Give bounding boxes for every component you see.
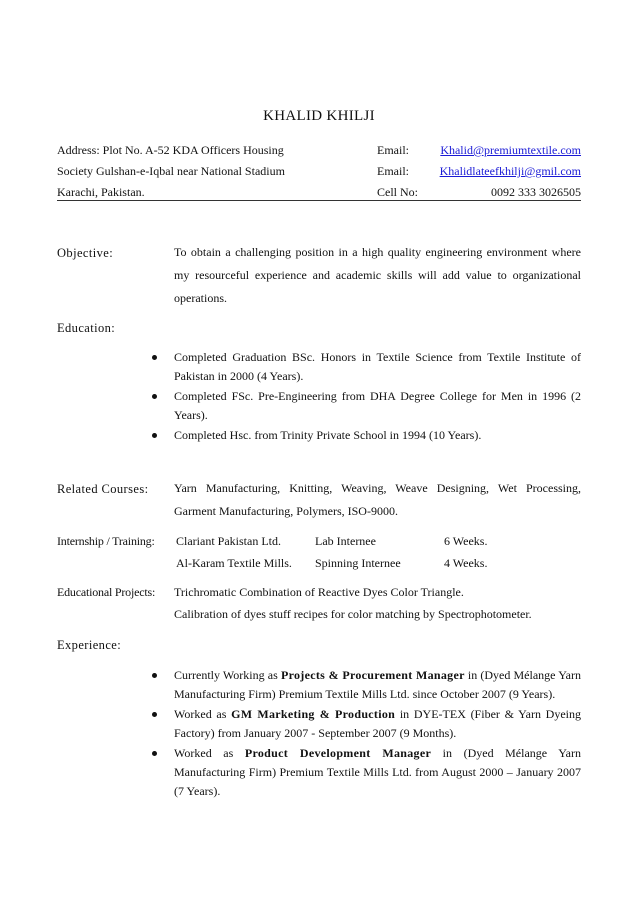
projects-heading: Educational Projects: xyxy=(57,585,156,599)
cell-number: 0092 333 3026505 xyxy=(491,185,581,199)
email-label: Email: xyxy=(377,143,409,157)
bullet-icon xyxy=(152,433,157,438)
internship-duration: 6 Weeks. xyxy=(444,534,488,548)
cell-label: Cell No: xyxy=(377,185,418,199)
bullet-icon xyxy=(152,673,157,678)
header-divider xyxy=(57,200,581,201)
experience-list xyxy=(174,666,581,802)
email-label: Email: xyxy=(377,164,409,178)
experience-post: in (Dyed Mélange Yarn Manufacturing Firm) Premium Textile Mills Ltd. since October 2007 (9 Years). xyxy=(174,668,581,701)
education-item: Completed Graduation BSc. Honors in Textile Science from Textile Institute of Pakistan in 2000 (4 Years). xyxy=(174,350,581,383)
project-item: Calibration of dyes stuff recipes for color matching by Spectrophotometer. xyxy=(174,607,532,621)
experience-role: Projects & Procurement Manager xyxy=(280,668,465,682)
education-item: Completed FSc. Pre-Engineering from DHA Degree College for Men in 1996 (2 Years). xyxy=(174,389,581,422)
internship-duration: 4 Weeks. xyxy=(444,556,488,570)
related-courses-heading: Related Courses: xyxy=(57,482,149,496)
education-list xyxy=(174,348,581,446)
related-courses-text: Yarn Manufacturing, Knitting, Weaving, Weave Designing, Wet Processing, Garment Manufacturing, Polymers, ISO-9000. xyxy=(174,481,581,518)
bullet-icon xyxy=(152,394,157,399)
education-item: Completed Hsc. from Trinity Private School in 1994 (10 Years). xyxy=(174,428,482,442)
internship-role: Lab Internee xyxy=(315,534,376,548)
contact-row xyxy=(57,143,581,159)
experience-post: in (Dyed Mélange Yarn Manufacturing Firm) Premium Textile Mills Ltd. from August 2000 – January 2007 (7 Years). xyxy=(174,746,582,798)
email-link[interactable]: Khalid@premiumtextile.com xyxy=(440,143,581,157)
list-item xyxy=(174,387,581,425)
bullet-icon xyxy=(152,751,157,756)
objective-text: To obtain a challenging position in a high quality engineering environment where my resourceful experience and academic skills will add value to organizational operations. xyxy=(174,245,581,305)
internship-role: Spinning Internee xyxy=(315,556,401,570)
list-item xyxy=(174,348,581,386)
list-item xyxy=(174,744,581,801)
education-heading: Education: xyxy=(57,321,116,335)
list-item xyxy=(174,666,581,704)
objective-heading: Objective: xyxy=(57,246,114,260)
address-line: Karachi, Pakistan. xyxy=(57,185,145,199)
experience-heading: Experience: xyxy=(57,638,122,652)
experience-role: GM Marketing & Production xyxy=(231,707,396,721)
contact-row xyxy=(57,164,581,180)
address-line: Society Gulshan-e-Iqbal near National Stadium xyxy=(57,164,285,178)
bullet-icon xyxy=(152,712,157,717)
candidate-name: KHALID KHILJI xyxy=(263,108,375,124)
experience-pre: Worked as xyxy=(174,746,245,760)
list-item xyxy=(174,426,581,445)
experience-post: in DYE-TEX (Fiber & Yarn Dyeing Factory) from January 2007 - September 2007 (9 Months). xyxy=(174,707,581,740)
internship-company: Al-Karam Textile Mills. xyxy=(176,556,292,570)
experience-pre: Worked as xyxy=(174,707,232,721)
contact-row xyxy=(57,185,581,201)
internship-company: Clariant Pakistan Ltd. xyxy=(176,534,281,548)
project-item: Trichromatic Combination of Reactive Dyes Color Triangle. xyxy=(174,585,464,599)
internship-heading: Internship / Training: xyxy=(57,534,155,548)
experience-role: Product Development Manager xyxy=(244,746,432,760)
email-link[interactable]: Khalidlateefkhilji@gmil.com xyxy=(439,164,581,178)
bullet-icon xyxy=(152,355,157,360)
list-item xyxy=(174,705,581,743)
experience-pre: Currently Working as xyxy=(174,668,281,682)
address-line: Address: Plot No. A-52 KDA Officers Housing xyxy=(57,143,284,157)
